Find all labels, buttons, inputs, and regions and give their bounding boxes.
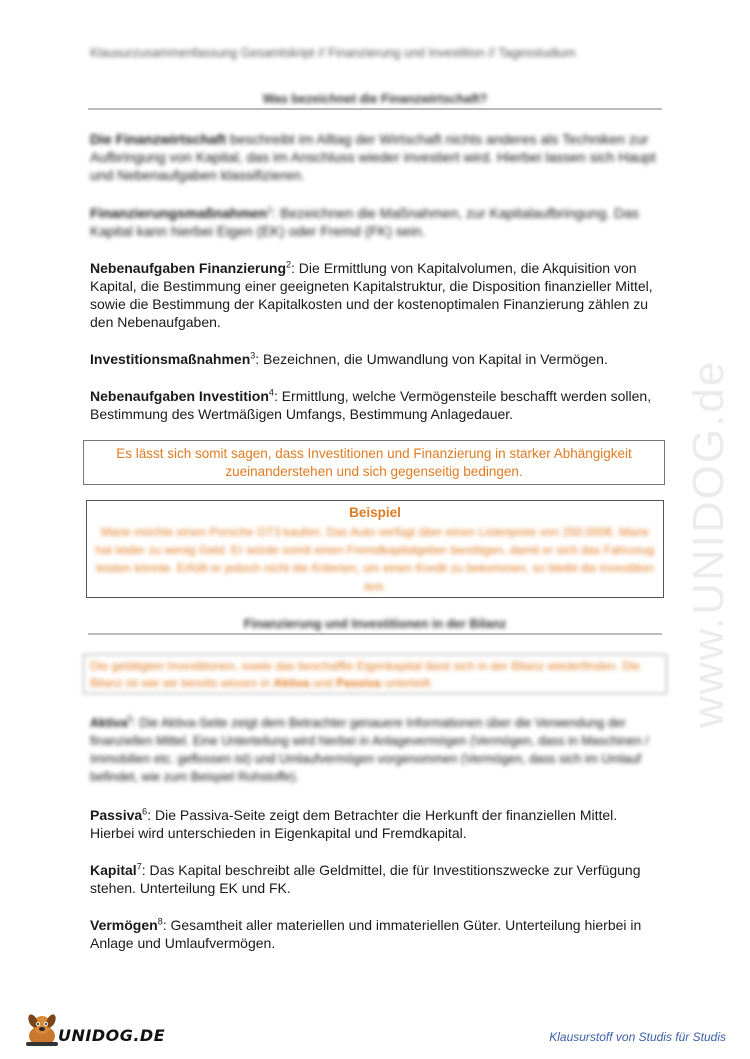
footnote-marker: 8: [157, 916, 163, 927]
section-title-bilanz: Finanzierung und Investitionen in der Bilanz: [243, 617, 507, 631]
footnote-marker: 3: [250, 350, 256, 361]
section-divider: [88, 633, 662, 635]
footnote-marker: 4: [268, 387, 274, 398]
term-passiva-inline: Passiva: [336, 676, 381, 690]
term-nebenaufgaben-finanzierung: Nebenaufgaben Finanzierung: [90, 260, 287, 276]
paragraph-passiva: [90, 806, 660, 842]
section-divider: [88, 108, 662, 110]
paragraph-text: : Ermittlung, welche Vermögensteile beschafft werden sollen, Bestimmung des Wertmäßigen Umfangs, Bestimmung Anlagedauer.: [90, 388, 652, 422]
section-title-finanzwirtschaft: Was bezeichnet die Finanzwirtschaft?: [262, 92, 488, 106]
bilanz-info-text-part: und: [309, 676, 337, 690]
footer-logo-text: UNIDOG.DE: [58, 1026, 166, 1045]
watermark: [655, 280, 750, 730]
footnote-marker: 2: [286, 259, 292, 270]
bilanz-info-text-part: Die getätigten Investitionen, sowie das beschaffte Eigenkapital lässt sich in der Bilanz wiederfinden. Die Bilanz ist wie wir bereits wissen in: [90, 659, 641, 690]
footnote-marker: 1: [267, 204, 273, 215]
term-investitionsmassnahmen: Investitionsmaßnahmen: [90, 351, 251, 367]
term-nebenaufgaben-investition: Nebenaufgaben Investition: [90, 388, 269, 404]
term-vermoegen: Vermögen: [90, 917, 158, 933]
summary-box: [83, 440, 665, 485]
paragraph-vermoegen: [90, 916, 660, 952]
paragraph-finanzierungsmassnahmen: [90, 204, 660, 240]
paragraph-text: : Die Passiva-Seite zeigt dem Betrachter die Herkunft der finanziellen Mittel. Hierbei wird unterschieden in Eigenkapital und Fremdkapital.: [90, 807, 618, 841]
bilanz-info-text: [90, 658, 660, 692]
paragraph-nebenaufgaben-investition: [90, 387, 660, 423]
page-header: Klausurzusammenfassung Gesamtskript // Finanzierung und Investition // Tagesstudium: [90, 46, 576, 60]
summary-text: Es lässt sich somit sagen, dass Investitionen und Finanzierung in starker Abhängigkeit zueinanderstehen und sich gegenseitig bedingen.: [116, 446, 632, 479]
footer-logo: [22, 1012, 166, 1050]
paragraph-text: : Bezeichnen die Maßnahmen, zur Kapitalaufbringung. Das Kapital kann hierbei Eigen (EK) oder Fremd (FK) sein.: [90, 205, 639, 239]
dog-mascot-icon: [22, 1012, 62, 1050]
term-kapital: Kapital: [90, 862, 137, 878]
term-passiva: Passiva: [90, 807, 143, 823]
watermark-text: www.UNIDOG.de: [684, 359, 733, 728]
term-aktiva-inline: Aktiva: [273, 676, 310, 690]
bilanz-info-box: [83, 654, 667, 694]
term-finanzwirtschaft: Die Finanzwirtschaft: [90, 131, 227, 147]
footnote-marker: 6: [142, 806, 148, 817]
example-title: Beispiel: [349, 505, 401, 520]
paragraph-kapital: [90, 861, 660, 897]
paragraph-text: : Gesamtheit aller materiellen und immateriellen Güter. Unterteilung hierbei in Anlage und Umlaufvermögen.: [90, 917, 642, 951]
paragraph-text: : Die Ermittlung von Kapitalvolumen, die Akquisition von Kapital, die Bestimmung einer geeigneten Kapitalstruktur, die Disposition finanzieller Mittel, sowie die Bestimmung der Kapitalkosten und der kostenoptimalen Finanzierung zählen zu den Nebenaufgaben.: [90, 260, 653, 330]
paragraph-aktiva: [90, 714, 660, 786]
footnote-marker: 5: [127, 713, 133, 724]
paragraph-text: : Die Aktiva-Seite zeigt dem Betrachter genauere Informationen über die Verwendung der finanziellen Mittel. Eine Unterteilung wird hierbei in Anlagevermögen (Vermögen, dass in Maschinen / Immobilien etc. geflossen ist) und Umlaufvermögen vorgenommen (Vermögen, dass sich im Umlauf befindet, wie zum Beispiel Rohstoffe).: [90, 716, 649, 784]
term-finanzierungsmassnahmen: Finanzierungsmaßnahmen: [90, 205, 268, 221]
example-box: [86, 500, 664, 598]
paragraph-text: : Bezeichnen, die Umwandlung von Kapital in Vermögen.: [255, 351, 608, 367]
example-text: Marie möchte einen Porsche GT3 kaufen. Das Auto verfügt über einen Listenpreis von 250.000€. Marie hat leider zu wenig Geld. Er würde somit einen Fremdkapitalgeber benötigen, damit er sich das Fahrzeug leisten könnte. Erfüllt er jedoch nicht die Kriterien, um einen Kredit zu bekommen, so bleibt die Investition aus.: [95, 525, 655, 593]
paragraph-text: : Das Kapital beschreibt alle Geldmittel, die für Investitionszwecke zur Verfügung stehen. Unterteilung EK und FK.: [90, 862, 641, 896]
footer-tagline: Klausurstoff von Studis für Studis: [549, 1030, 726, 1044]
paragraph-nebenaufgaben-finanzierung: [90, 259, 660, 331]
paragraph-intro: [90, 130, 660, 184]
bilanz-info-text-part: unterteilt.: [380, 676, 434, 690]
paragraph-investitionsmassnahmen: [90, 350, 660, 368]
term-aktiva: Aktiva: [90, 716, 128, 730]
footnote-marker: 7: [136, 861, 142, 872]
paragraph-intro-text: beschreibt im Alltag der Wirtschaft nichts anderes als Techniken zur Aufbringung von Kapital, das im Anschluss wieder investiert wird. Hierbei lassen sich Haupt und Nebenaufgaben klassifizieren.: [90, 131, 656, 183]
